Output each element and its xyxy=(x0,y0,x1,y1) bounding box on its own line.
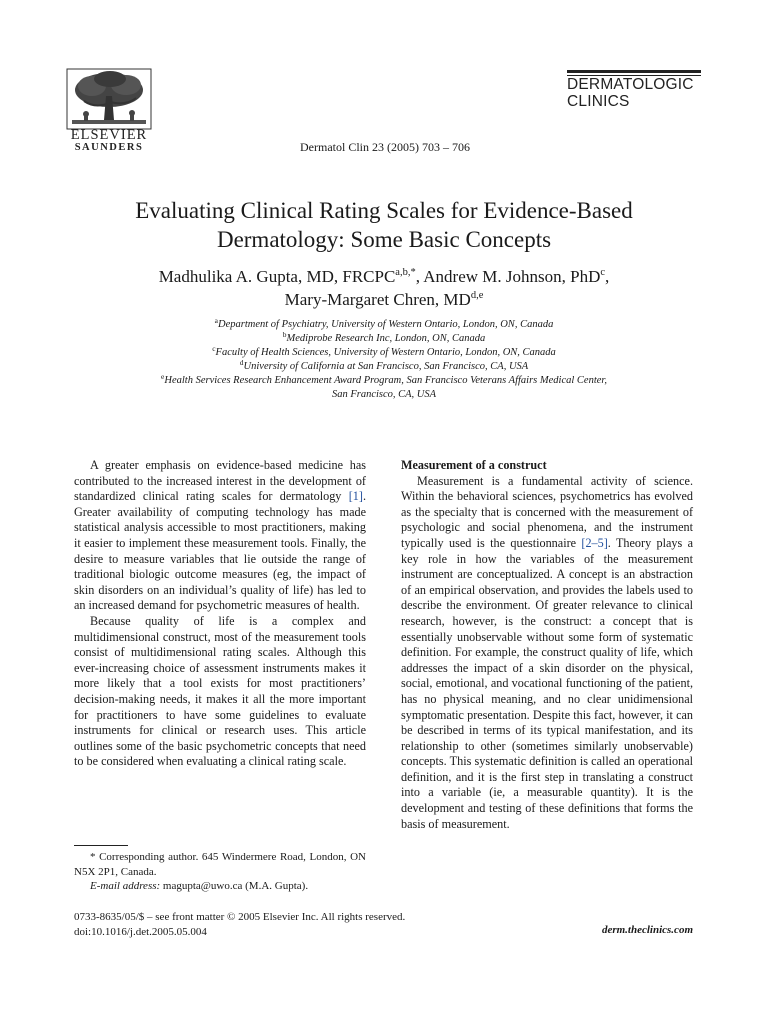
email-address[interactable]: magupta@uwo.ca (M.A. Gupta). xyxy=(160,880,309,892)
issn-line: 0733-8635/05/$ – see front matter © 2005 Elsevier Inc. All rights reserved. xyxy=(74,911,406,923)
body-paragraph: Because quality of life is a complex and multidimensional construct, most of the measurement tools consist of multidimensional rating scales. Although this ever-increasing choice of assessment instruments makes it more likely that a tool exists for most practitioners’ decision-making needs, it makes it all the more important for practitioners to have some guidelines to evaluate instruments for clinical or research uses. This article outlines some of the basic psychometric concepts that need to be considered when evaluating a clinical rating scale. xyxy=(74,613,366,769)
affiliation-text: University of California at San Francisco, San Francisco, CA, USA xyxy=(243,361,529,372)
paragraph-text: . Greater availability of computing technology has made statistical analysis accessible to most practitioners, making it easier to implement these measurement tools. Finally, the desire to measure variables that lie outside the range of traditional biologic outcome measures (eg, the impact of skin disorders on an individual’s quality of life) has led to an increased demand for psychometric measures of health. xyxy=(74,489,366,613)
affiliation-marker: d xyxy=(239,358,244,367)
author-separator: , xyxy=(605,267,610,286)
author-affil-marker: d,e xyxy=(470,290,484,301)
publisher-name: ELSEVIER xyxy=(70,127,148,143)
affiliation-marker: b xyxy=(282,330,287,339)
affiliation-text: Mediprobe Research Inc, London, ON, Canada xyxy=(286,333,486,344)
brand-rule-thick xyxy=(567,70,701,73)
affiliation-text: Department of Psychiatry, University of Western Ontario, London, ON, Canada xyxy=(218,319,554,330)
affiliation-item xyxy=(50,374,718,388)
affiliation-item xyxy=(50,388,718,402)
author-affil-marker: c xyxy=(600,267,606,278)
author-name: Madhulika A. Gupta, MD, FRCPC xyxy=(158,267,396,286)
affiliation-marker: c xyxy=(212,344,216,353)
body-paragraph xyxy=(401,474,693,833)
elsevier-tree-icon xyxy=(66,68,152,130)
affiliation-text: San Francisco, CA, USA xyxy=(331,389,437,400)
affiliation-marker: a xyxy=(214,316,219,325)
paragraph-text: A greater emphasis on evidence-based medicine has contributed to the increased interest in the development of standardized clinical rating scales for dermatology xyxy=(74,458,366,504)
journal-brand-line2: CLINICS xyxy=(567,93,630,110)
corresponding-author-note: * Corresponding author. 645 Windermere Road, London, ON N5X 2P1, Canada. xyxy=(74,851,366,878)
author-name: Andrew M. Johnson, PhD xyxy=(423,267,601,286)
author-list xyxy=(50,265,718,311)
publisher-logo xyxy=(66,68,152,158)
section-heading: Measurement of a construct xyxy=(401,458,547,472)
affiliation-item xyxy=(50,318,718,332)
footnote-divider xyxy=(74,845,128,846)
author-separator: , xyxy=(415,267,424,286)
body-column-right xyxy=(401,458,693,832)
paragraph-text: Measurement is a fundamental activity of science. Within the behavioral sciences, psychometrics has evolved as the specialty that is concerned with the measurement of psychologic and social phenomena, and the instrument typically used is the questionnaire xyxy=(401,473,693,550)
title-line-2: Dermatology: Some Basic Concepts xyxy=(216,227,552,252)
journal-brand xyxy=(567,70,701,110)
citation-link[interactable]: [2–5] xyxy=(581,535,608,550)
body-column-left xyxy=(74,458,366,770)
publisher-imprint: SAUNDERS xyxy=(74,142,144,153)
page-footer-left xyxy=(74,910,405,939)
email-label: E-mail address: xyxy=(90,880,161,892)
journal-website[interactable]: derm.theclinics.com xyxy=(601,924,693,936)
journal-brand-line1: DERMATOLOGIC xyxy=(567,76,694,93)
affiliation-text: Health Services Research Enhancement Award Program, San Francisco Veterans Affairs Medical Center, xyxy=(164,375,607,386)
email-note xyxy=(74,879,366,894)
article-title xyxy=(50,196,718,254)
affiliation-marker: e xyxy=(161,372,165,381)
affiliation-item xyxy=(50,360,718,374)
body-paragraph xyxy=(74,458,366,614)
doi-line[interactable]: doi:10.1016/j.det.2005.05.004 xyxy=(74,925,207,938)
citation-link[interactable]: [1] xyxy=(348,489,363,504)
title-line-1: Evaluating Clinical Rating Scales for Evidence-Based xyxy=(135,198,633,223)
paragraph-text: . Theory plays a key role in how the variables of the measurement instrument are conceptualized. A concept is an abstraction of an empirical observation, and provides the labels used to describe the environment. Of greater relevance to clinical research, however, is the construct: a concept that is essentially unobservable without some form of systematic definition. For example, the construct quality of life, which addresses the impact of a skin disorder on the physical, social, emotional, and vocational functioning of the patient, has no physical meaning, and no clear unidimensional symptomatic presentation. Despite this fact, however, it can be described in terms of its typical manifestation, and its relationship to other (sometimes similarly unobservable) concepts. This systematic definition is called an operational definition, and it is the first step in translating a construct into a variable (ie, a measurable quantity). It is the development and testing of these definitions that forms the basis of measurement. xyxy=(401,535,693,831)
affiliation-item xyxy=(50,332,718,346)
author-name: Mary-Margaret Chren, MD xyxy=(284,290,471,309)
author-affil-marker: a,b,* xyxy=(395,267,416,278)
footnotes xyxy=(74,850,366,894)
journal-citation: Dermatol Clin 23 (2005) 703 – 706 xyxy=(300,140,470,154)
affiliation-text: Faculty of Health Sciences, University of Western Ontario, London, ON, Canada xyxy=(215,347,556,358)
affiliation-list xyxy=(50,318,718,402)
affiliation-item xyxy=(50,346,718,360)
